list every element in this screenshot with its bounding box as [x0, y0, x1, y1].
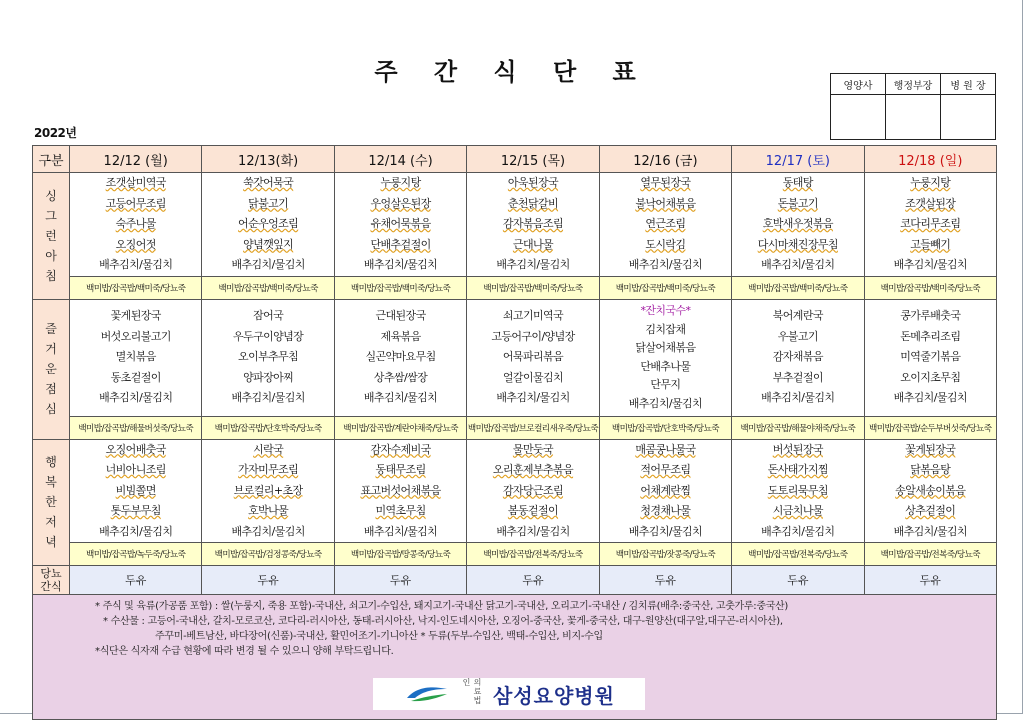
lunch-row: [33, 299, 997, 416]
approval-sign-director: [941, 95, 996, 140]
snack-row: [33, 566, 997, 595]
rice-option: 백미밥/잡곡밥/백미죽/당뇨죽: [202, 276, 334, 299]
notes-row: [33, 595, 997, 720]
breakfast-cell: 조갯살미역국 고등어무조림 숙주나물 오징어젓 배추김치/물김치: [70, 173, 202, 277]
rice-option: 백미밥/잡곡밥/전복죽/당뇨죽: [864, 543, 996, 566]
origin-notes: [33, 595, 997, 720]
day-header-saturday: 12/17 (토): [732, 146, 864, 173]
dinner-cell: 시락국 가자미무조림 브로컬리+초장 호박나물 배추김치/물김치: [202, 439, 334, 543]
day-header: 12/16 (금): [599, 146, 731, 173]
rice-option: 백미밥/잡곡밥/계란야채죽/당뇨죽: [334, 416, 466, 439]
rice-option: 백미밥/잡곡밥/해물야채죽/당뇨죽: [732, 416, 864, 439]
lunch-cell: 꽃게된장국 버섯오리불고기 멸치볶음 동초겉절이 배추김치/물김치: [70, 299, 202, 416]
snack-cell: 두유: [864, 566, 996, 595]
day-header: 12/15 (목): [467, 146, 599, 173]
lunch-rice-row: [33, 416, 997, 439]
dinner-cell: 물만둣국 오리훈제부추볶음 감자당근조림 봄동겉절이 배추김치/물김치: [467, 439, 599, 543]
breakfast-label: 싱 그 런 아 침: [33, 173, 70, 300]
day-header: 12/14 (수): [334, 146, 466, 173]
lunch-label: 즐 거 운 점 심: [33, 299, 70, 439]
approval-header-admin: 행정부장: [886, 74, 941, 95]
snack-cell: 두유: [732, 566, 864, 595]
dinner-cell: 오징어배춧국 너비아니조림 비빔쫄면 톳두부무침 배추김치/물김치: [70, 439, 202, 543]
dinner-cell: 꽃게된장국 닭볶음탕 송알새송이볶음 상추겉절이 배추김치/물김치: [864, 439, 996, 543]
dinner-cell: 매콤콩나물국 적어무조림 어채계란찜 청경채나물 배추김치/물김치: [599, 439, 731, 543]
breakfast-cell: 열무된장국 불낙어채볶음 연근조림 도시락김 배추김치/물김치: [599, 173, 731, 277]
breakfast-rice-row: [33, 276, 997, 299]
rice-option: 백미밥/잡곡밥/백미죽/당뇨죽: [599, 276, 731, 299]
breakfast-cell: 쑥갓어묵국 닭불고기 어순우엉조림 양념깻잎지 배추김치/물김치: [202, 173, 334, 277]
day-header: 12/13(화): [202, 146, 334, 173]
breakfast-cell: 누룽지탕 우엉살은된장 유채어묵볶음 단배추겉절이 배추김치/물김치: [334, 173, 466, 277]
breakfast-cell: 동태탕 돈불고기 호박새우젓볶음 다시마채진장무침 배추김치/물김치: [732, 173, 864, 277]
note-line: * 주식 및 육류(가공품 포함) : 쌀(누룽지, 죽용 포함)-국내산, 쇠고기-수입산, 돼지고기-국내산 닭고기-국내산, 오리고기-국내산 / 김치류(배추:중국산, 고춧가루:중국산): [95, 601, 789, 612]
day-header-sunday: 12/18 (일): [864, 146, 996, 173]
note-line: * 수산물 : 고등어-국내산, 갈치-모로코산, 코다리-러시아산, 동태-러시아산, 낙지-인도네시아산, 오징어-중국산, 꽃게-중국산, 대구-원양산(대구알,대구곤-러시아산),: [103, 616, 783, 627]
corner-label: 구분: [33, 146, 70, 173]
lunch-cell: 잠어국 우두구이양념장 오이부추무침 양파장아찌 배추김치/물김치: [202, 299, 334, 416]
dinner-label: 행 복 한 저 녁: [33, 439, 70, 566]
rice-option: 백미밥/잡곡밥/단호박죽/당뇨죽: [202, 416, 334, 439]
approval-header-dietitian: 영양사: [831, 74, 886, 95]
dinner-row: [33, 439, 997, 543]
snack-cell: 두유: [599, 566, 731, 595]
approval-sign-admin: [886, 95, 941, 140]
lunch-cell: 북어계란국 우불고기 감자채볶음 부추겉절이 배추김치/물김치: [732, 299, 864, 416]
note-line: *식단은 식자재 수급 현황에 따라 변경 될 수 있으니 양해 부탁드립니다.: [95, 646, 394, 657]
hospital-logo-icon: [403, 683, 451, 705]
hospital-logo: [373, 678, 645, 710]
rice-option: 백미밥/잡곡밥/잣콩죽/당뇨죽: [599, 543, 731, 566]
breakfast-cell: 아욱된장국 춘천닭갈비 감자볶음조림 근대나물 배추김치/물김치: [467, 173, 599, 277]
snack-cell: 두유: [70, 566, 202, 595]
breakfast-row: [33, 173, 997, 277]
logo-small-text: 의료법인: [462, 678, 483, 705]
approval-sign-dietitian: [831, 95, 886, 140]
snack-label: 당뇨 간식: [33, 566, 70, 595]
header-row: [33, 146, 997, 173]
rice-option: 백미밥/잡곡밥/순두부버섯죽/당뇨죽: [864, 416, 996, 439]
weekly-menu-table: [32, 145, 997, 720]
hospital-name: 삼성요양병원: [493, 683, 615, 708]
dinner-rice-row: [33, 543, 997, 566]
lunch-cell: *잔치국수* 김치잡채 닭살어채볶음 단배추나물 단무지 배추김치/물김치: [599, 299, 731, 416]
snack-cell: 두유: [334, 566, 466, 595]
rice-option: 백미밥/잡곡밥/녹두죽/당뇨죽: [70, 543, 202, 566]
rice-option: 백미밥/잡곡밥/해물버섯죽/당뇨죽: [70, 416, 202, 439]
dinner-cell: 감자수제비국 동태무조림 표고버섯어채볶음 미역초무침 배추김치/물김치: [334, 439, 466, 543]
lunch-cell: 콩가루배춧국 돈메추리조림 미역줄기볶음 오이지초무침 배추김치/물김치: [864, 299, 996, 416]
snack-cell: 두유: [202, 566, 334, 595]
special-menu-label: *잔치국수*: [640, 304, 691, 317]
day-header: 12/12 (월): [70, 146, 202, 173]
lunch-cell: 쇠고기미역국 고등어구이/양념장 어묵파리볶음 얼갈이물김치 배추김치/물김치: [467, 299, 599, 416]
rice-option: 백미밥/잡곡밥/땅콩죽/당뇨죽: [334, 543, 466, 566]
approval-header-director: 병 원 장: [941, 74, 996, 95]
rice-option: 백미밥/잡곡밥/백미죽/당뇨죽: [70, 276, 202, 299]
dinner-cell: 버섯된장국 돈사태가지찜 도토리묵무침 시금치나물 배추김치/물김치: [732, 439, 864, 543]
rice-option: 백미밥/잡곡밥/백미죽/당뇨죽: [467, 276, 599, 299]
rice-option: 백미밥/잡곡밥/검정콩죽/당뇨죽: [202, 543, 334, 566]
rice-option: 백미밥/잡곡밥/백미죽/당뇨죽: [732, 276, 864, 299]
rice-option: 백미밥/잡곡밥/전복죽/당뇨죽: [467, 543, 599, 566]
rice-option: 백미밥/잡곡밥/백미죽/당뇨죽: [864, 276, 996, 299]
rice-option: 백미밥/잡곡밥/전복죽/당뇨죽: [732, 543, 864, 566]
approval-box: [830, 73, 996, 140]
rice-option: 백미밥/잡곡밥/단호박죽/당뇨죽: [599, 416, 731, 439]
year-label: 2022년: [34, 126, 77, 140]
snack-cell: 두유: [467, 566, 599, 595]
note-line: 주꾸미-베트남산, 바다장어(신품)-국내산, 활민어조기-기니아산 * 두류(두부-수입산, 백태-수입산, 비지-수입: [155, 631, 603, 642]
page-title: 주 간 식 단 표: [374, 58, 650, 86]
lunch-cell: 근대된장국 제육볶음 실곤약마요무침 상추쌈/쌈장 배추김치/물김치: [334, 299, 466, 416]
rice-option: 백미밥/잡곡밥/브로컬리새우죽/당뇨죽: [467, 416, 599, 439]
rice-option: 백미밥/잡곡밥/백미죽/당뇨죽: [334, 276, 466, 299]
breakfast-cell: 누룽지탕 조갯살된장 코다리무조림 고들빼기 배추김치/물김치: [864, 173, 996, 277]
